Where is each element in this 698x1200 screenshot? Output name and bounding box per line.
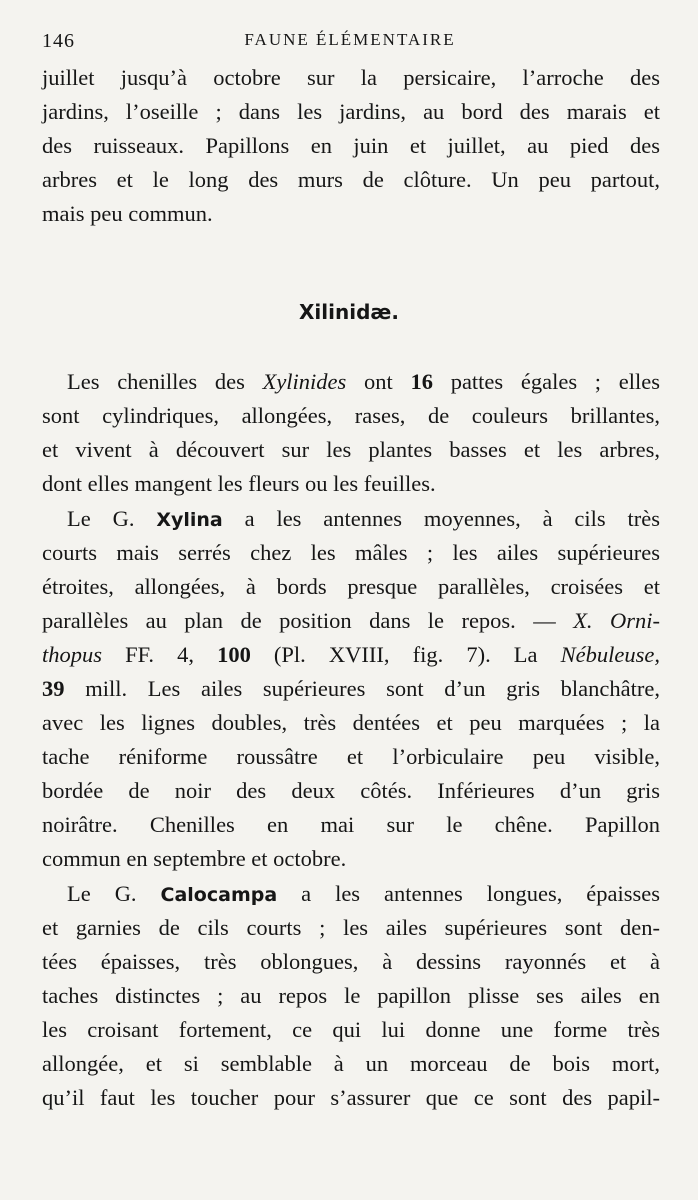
text-line: bordée de noir des deux côtés. Inférieures d’un gris [42,778,660,803]
section-title: Xilinidæ. [299,300,399,324]
text-run: mill. Les ailes supérieures sont d’un gris blanchâtre, [64,676,660,701]
text-line: juillet jusqu’à octobre sur la persicaire, l’arroche des [42,65,660,90]
number: 100 [217,642,251,667]
species-name: thopus [42,642,103,667]
text-line: étroites, allongées, à bords presque parallèles, croisées et [42,574,660,599]
text-line: tées épaisses, très oblongues, à dessins rayonnés et à [42,949,660,974]
text-line: allongée, et si semblable à un morceau de bois mort, [42,1051,660,1076]
page-number: 146 [42,30,75,52]
number: 39 [42,676,65,701]
genus-name: Calocampa [160,884,278,906]
text-line: commun en septembre et octobre. [42,846,347,871]
text-line: courts mais serrés chez les mâles ; les ailes supérieures [42,540,660,565]
text-line: et garnies de cils courts ; les ailes supérieures sont den- [42,915,660,940]
genus-name: Xylina [156,509,223,531]
text-run: pattes égales ; elles [432,369,660,394]
common-name: Nébuleuse, [560,642,660,667]
text-line [42,503,660,536]
text-run: Le G. [67,881,161,906]
text-line: des ruisseaux. Papillons en juin et juillet, au pied des [42,133,660,158]
text-line [42,878,660,911]
text-line [42,639,660,671]
text-line: tache réniforme roussâtre et l’orbiculaire peu visible, [42,744,660,769]
text-run: (Pl. XVIII, fig. 7). La [250,642,561,667]
taxon-name: Xylinides [262,369,347,394]
text-run: ont [346,369,411,394]
text-line: mais peu commun. [42,201,213,226]
text-line [42,673,660,705]
text-run: a les antennes moyennes, à cils très [222,506,661,531]
text-run: parallèles au plan de position dans le repos. — [42,608,574,633]
page-header [42,30,658,58]
text-line [42,605,660,637]
text-run: FF. 4, [102,642,218,667]
text-run: Les chenilles des [67,369,263,394]
text-line [42,366,660,398]
text-line: les croisant fortement, ce qui lui donne une forme très [42,1017,660,1042]
text-run: a les antennes longues, épaisses [277,881,661,906]
text-line: et vivent à découvert sur les plantes basses et les arbres, [42,437,660,462]
text-line: dont elles mangent les fleurs ou les feuilles. [42,471,436,496]
text-line: arbres et le long des murs de clôture. Un peu partout, [42,167,660,192]
text-line: jardins, l’oseille ; dans les jardins, au bord des marais et [42,99,660,124]
text-run: Le G. [67,506,157,531]
text-line: avec les lignes doubles, très dentées et peu marquées ; la [42,710,660,735]
text-line: sont cylindriques, allongées, rases, de couleurs brillantes, [42,403,660,428]
running-title: FAUNE ÉLÉMENTAIRE [244,30,456,49]
number: 16 [410,369,433,394]
text-line: taches distinctes ; au repos le papillon plisse ses ailes en [42,983,660,1008]
text-line: noirâtre. Chenilles en mai sur le chêne. Papillon [42,812,660,837]
text-line: qu’il faut les toucher pour s’assurer que ce sont des papil- [42,1085,660,1110]
species-name: X. Orni- [573,608,660,633]
